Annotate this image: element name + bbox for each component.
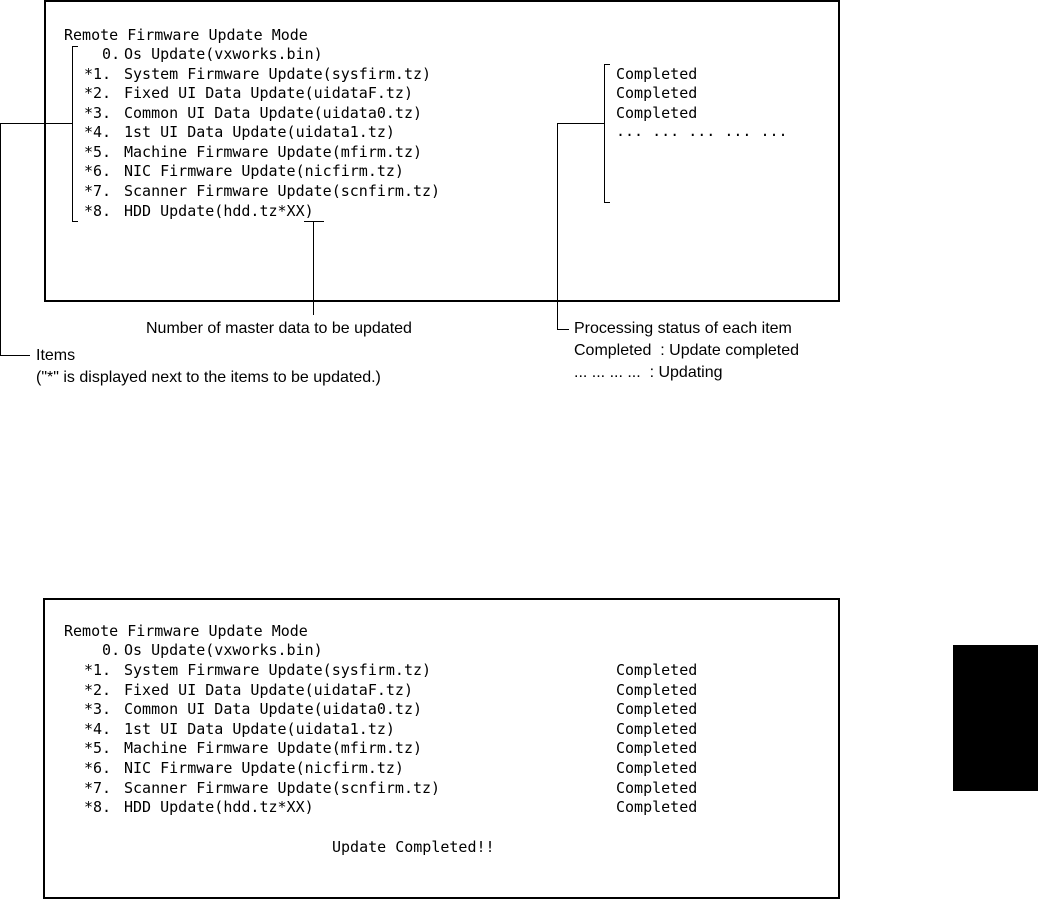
bottom-item-label-3: Common UI Data Update(uidata0.tz) [124, 700, 423, 718]
bottom-item-label-0: Os Update(vxworks.bin) [124, 641, 323, 659]
master-data-leader [313, 222, 314, 315]
top-item-label-2: Fixed UI Data Update(uidataF.tz) [124, 84, 413, 102]
top-item-label-6: NIC Firmware Update(nicfirm.tz) [124, 162, 404, 180]
top-screen-title: Remote Firmware Update Mode [64, 26, 308, 44]
bottom-status-0: Completed [616, 661, 698, 679]
callout-status-completed: Completed : Update completed [574, 342, 800, 359]
top-item-label-1: System Firmware Update(sysfirm.tz) [124, 65, 432, 83]
top-item-label-3: Common UI Data Update(uidata0.tz) [124, 104, 423, 122]
status-leader-vertical [557, 123, 558, 330]
top-item-num-7: *7. [84, 182, 112, 200]
status-leader-horizontal [557, 123, 605, 124]
bottom-item-num-4: *4. [84, 720, 112, 738]
items-bracket-bottom-tick [72, 221, 78, 222]
bottom-item-num-2: *2. [84, 681, 112, 699]
top-status-0: Completed [616, 65, 698, 83]
bottom-status-4: Completed [616, 739, 698, 757]
bottom-item-label-7: Scanner Firmware Update(scnfirm.tz) [124, 779, 441, 797]
items-bracket-top-tick [72, 46, 78, 47]
top-status-3: ... ... ... ... ... [616, 122, 788, 140]
bottom-item-label-8: HDD Update(hdd.tz*XX) [124, 798, 314, 816]
top-item-label-0: Os Update(vxworks.bin) [124, 45, 323, 63]
top-item-label-4: 1st UI Data Update(uidata1.tz) [124, 123, 395, 141]
bottom-item-num-6: *6. [84, 759, 112, 777]
top-status-1: Completed [616, 84, 698, 102]
bottom-item-num-8: *8. [84, 798, 112, 816]
status-leader-end [557, 329, 569, 330]
top-item-num-6: *6. [84, 162, 112, 180]
callout-master-data: Number of master data to be updated [146, 320, 412, 337]
status-bracket-top-tick [604, 64, 610, 65]
top-item-label-8: HDD Update(hdd.tz*XX) [124, 202, 314, 220]
top-item-num-8: *8. [84, 202, 112, 220]
bottom-item-num-5: *5. [84, 739, 112, 757]
callout-items-note: ("*" is displayed next to the items to be updated.) [36, 369, 381, 386]
top-item-num-0: 0. [84, 45, 121, 63]
bottom-status-1: Completed [616, 681, 698, 699]
update-completed-message: Update Completed!! [332, 838, 495, 856]
master-count-underline [304, 221, 324, 222]
items-leader-vertical [0, 123, 1, 356]
bottom-screen-title: Remote Firmware Update Mode [64, 622, 308, 640]
top-status-2: Completed [616, 104, 698, 122]
top-item-label-7: Scanner Firmware Update(scnfirm.tz) [124, 182, 441, 200]
top-item-num-1: *1. [84, 65, 112, 83]
bottom-item-label-2: Fixed UI Data Update(uidataF.tz) [124, 681, 413, 699]
bottom-item-label-1: System Firmware Update(sysfirm.tz) [124, 661, 432, 679]
callout-items-title: Items [36, 347, 76, 364]
items-leader-horizontal [0, 123, 73, 124]
top-item-label-5: Machine Firmware Update(mfirm.tz) [124, 143, 423, 161]
bottom-status-6: Completed [616, 779, 698, 797]
bottom-item-num-1: *1. [84, 661, 112, 679]
bottom-item-num-0: 0. [84, 641, 121, 659]
items-leader-end [0, 355, 30, 356]
top-item-num-5: *5. [84, 143, 112, 161]
side-index-tab [953, 645, 1038, 791]
top-item-num-3: *3. [84, 104, 112, 122]
bottom-status-7: Completed [616, 798, 698, 816]
top-item-num-4: *4. [84, 123, 112, 141]
bottom-status-3: Completed [616, 720, 698, 738]
top-item-num-2: *2. [84, 84, 112, 102]
status-bracket-vertical [604, 64, 605, 203]
callout-status-updating: ... ... ... ... : Updating [574, 364, 723, 381]
bottom-status-5: Completed [616, 759, 698, 777]
bottom-item-label-4: 1st UI Data Update(uidata1.tz) [124, 720, 395, 738]
callout-status-title: Processing status of each item [574, 320, 792, 337]
bottom-item-label-5: Machine Firmware Update(mfirm.tz) [124, 739, 423, 757]
status-bracket-bottom-tick [604, 202, 610, 203]
bottom-item-label-6: NIC Firmware Update(nicfirm.tz) [124, 759, 404, 777]
bottom-item-num-3: *3. [84, 700, 112, 718]
items-bracket-vertical [72, 46, 73, 222]
bottom-item-num-7: *7. [84, 779, 112, 797]
bottom-status-2: Completed [616, 700, 698, 718]
